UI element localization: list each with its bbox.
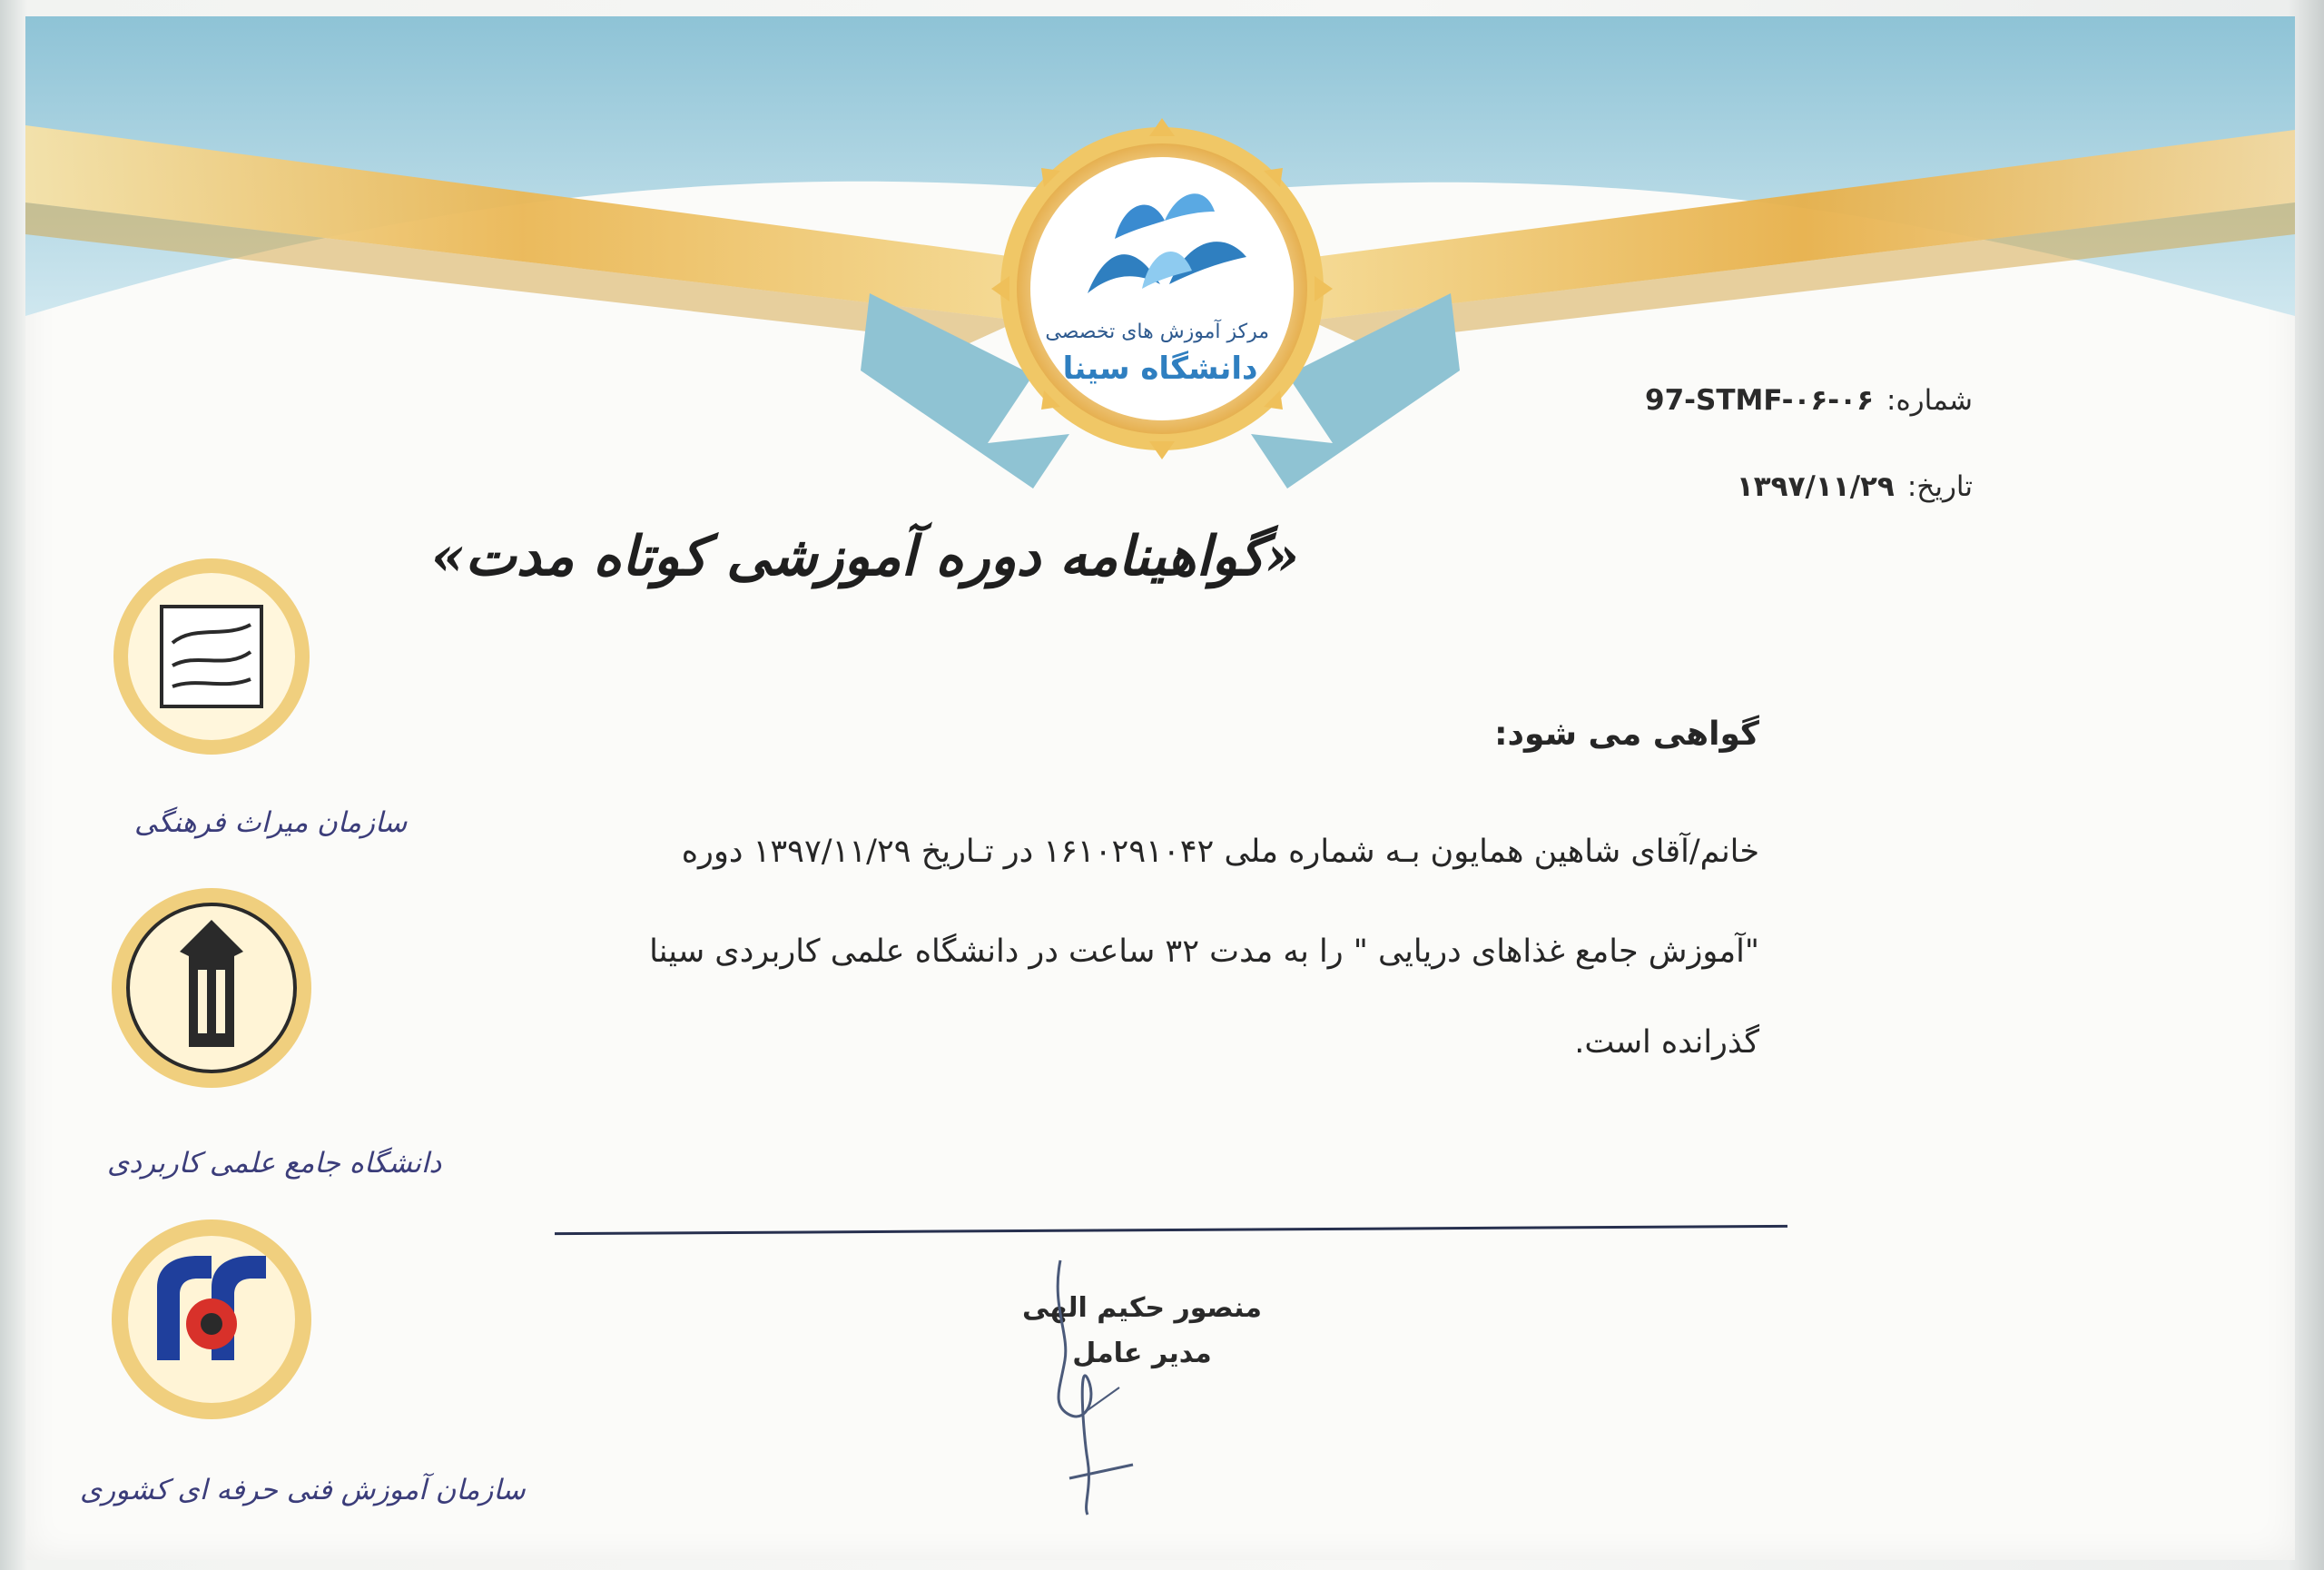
reference-number-label: شماره: [1886,384,1973,417]
reference-number-value: 97-STMF-۰۶-۰۶ [1645,384,1874,417]
logo-subtitle: مرکز آموزش های تخصصی [1045,321,1269,343]
cultural-heritage-seal [107,552,316,761]
seal-caption-applied-science-university: دانشگاه جامع علمی کاربردی [107,1147,442,1180]
certificate-paper [25,16,2295,1560]
signatory-position: مدیر عامل [1072,1338,1212,1369]
certificate-body-line-3: گذرانده است. [1574,1024,1759,1061]
reference-date-value: ۱۳۹۷/۱۱/۲۹ [1736,470,1895,503]
handwritten-signature [1033,1251,1178,1524]
technical-vocational-seal [107,1215,316,1424]
reference-number [1645,384,1973,417]
seal-caption-cultural-heritage: سازمان میراث فرهنگی [134,806,408,839]
certification-intro: گواهی می شود: [1494,716,1759,753]
logo-title: دانشگاه سینا [1062,351,1258,387]
applied-science-university-seal [107,884,316,1092]
seal-caption-technical-vocational: سازمان آموزش فنی حرفه ای کشوری [80,1474,526,1506]
certificate-title: «گواهینامه دوره آموزشی کوتاه مدت» [430,525,1300,588]
sina-logo-icon [1078,184,1251,302]
reference-date [1737,470,1973,503]
reference-date-label: تاریخ: [1906,470,1973,503]
certificate-body-line-2: "آموزش جامع غذاهای دریایی " را به مدت ۳۲ ساعت در دانشگاه علمی کاربردی سینا [649,933,1759,970]
certificate-body-line-1: خانم/آقای شاهین همایون بـه شماره ملی ۱۶۱۰۲۹۱۰۴۲ در تـاریخ ۱۳۹۷/۱۱/۲۹ دوره [681,834,1759,870]
signature-line [555,1225,1787,1235]
signatory-name: منصور حکیم الهی [1022,1292,1262,1324]
